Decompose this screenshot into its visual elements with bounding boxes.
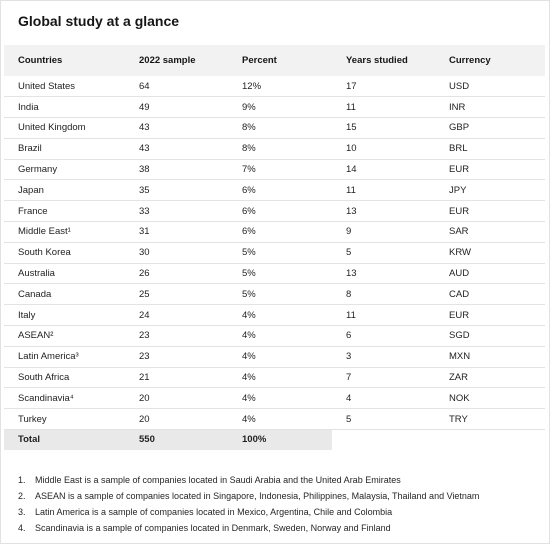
table-row bbox=[4, 201, 545, 222]
footnote-item bbox=[18, 472, 479, 488]
cell-country: Germany bbox=[18, 164, 58, 176]
header-percent: Percent bbox=[242, 55, 277, 66]
cell-country: Turkey bbox=[18, 413, 47, 425]
cell-years-studied: 11 bbox=[346, 309, 356, 321]
cell-currency: GBP bbox=[449, 122, 470, 134]
table-row bbox=[4, 367, 545, 388]
footnote-text: ASEAN is a sample of companies located in Singapore, Indonesia, Philippines, Malaysia, Thailand and Vietnam bbox=[35, 491, 480, 501]
cell-country: France bbox=[18, 205, 48, 217]
cell-sample: 31 bbox=[139, 226, 150, 238]
cell-country: ASEAN² bbox=[18, 330, 54, 342]
cell-sample: 20 bbox=[139, 413, 150, 425]
cell-years-studied: 13 bbox=[346, 205, 357, 217]
cell-sample: 20 bbox=[139, 392, 150, 404]
cell-percent: 9% bbox=[242, 101, 256, 113]
cell-sample: 43 bbox=[139, 143, 150, 155]
cell-sample: 33 bbox=[139, 205, 150, 217]
cell-sample: 23 bbox=[139, 330, 150, 342]
cell-percent: 4% bbox=[242, 372, 256, 384]
table-row bbox=[4, 118, 545, 139]
cell-percent: 6% bbox=[242, 205, 256, 217]
cell-country: Middle East¹ bbox=[18, 226, 71, 238]
footnote-text: Middle East is a sample of companies located in Saudi Arabia and the United Arab Emirates bbox=[35, 475, 401, 485]
cell-country: South Korea bbox=[18, 247, 71, 259]
table-row bbox=[4, 326, 545, 347]
cell-years-studied: 15 bbox=[346, 122, 357, 134]
cell-percent: 4% bbox=[242, 309, 256, 321]
footnote-item bbox=[18, 504, 479, 520]
header-currency: Currency bbox=[449, 55, 491, 66]
cell-sample: 25 bbox=[139, 288, 150, 300]
cell-sample: 23 bbox=[139, 351, 150, 363]
cell-percent: 5% bbox=[242, 268, 256, 280]
cell-country: Japan bbox=[18, 184, 44, 196]
cell-sample: 21 bbox=[139, 372, 150, 384]
total-percent: 100% bbox=[228, 430, 332, 450]
cell-currency: ZAR bbox=[449, 372, 468, 384]
cell-currency: CAD bbox=[449, 288, 470, 300]
cell-country: India bbox=[18, 101, 39, 113]
cell-years-studied: 7 bbox=[346, 372, 352, 384]
cell-currency: NOK bbox=[449, 392, 470, 404]
table-row bbox=[4, 242, 545, 263]
cell-percent: 5% bbox=[242, 288, 256, 300]
cell-percent: 5% bbox=[242, 247, 256, 259]
cell-percent: 8% bbox=[242, 143, 256, 155]
cell-sample: 26 bbox=[139, 268, 150, 280]
footnote-item bbox=[18, 520, 479, 536]
footnote-number: 3. bbox=[18, 507, 26, 517]
cell-currency: SAR bbox=[449, 226, 469, 238]
cell-sample: 38 bbox=[139, 164, 150, 176]
cell-percent: 12% bbox=[242, 80, 262, 92]
table-row bbox=[4, 284, 545, 305]
cell-country: Brazil bbox=[18, 143, 42, 155]
cell-country: United Kingdom bbox=[18, 122, 86, 134]
cell-country: South Africa bbox=[18, 372, 70, 384]
cell-percent: 4% bbox=[242, 330, 256, 342]
table-row bbox=[4, 97, 545, 118]
cell-percent: 7% bbox=[242, 164, 256, 176]
table-header-row bbox=[4, 45, 545, 76]
cell-sample: 49 bbox=[139, 101, 150, 113]
cell-currency: EUR bbox=[449, 309, 470, 321]
table-row bbox=[4, 409, 545, 430]
cell-years-studied: 17 bbox=[346, 80, 357, 92]
table-row bbox=[4, 159, 545, 180]
total-row bbox=[4, 430, 545, 450]
cell-country: Italy bbox=[18, 309, 36, 321]
cell-percent: 4% bbox=[242, 392, 256, 404]
cell-percent: 6% bbox=[242, 226, 256, 238]
cell-years-studied: 11 bbox=[346, 184, 356, 196]
footnote-item bbox=[18, 488, 479, 504]
footnote-number: 1. bbox=[18, 475, 26, 485]
header-years-studied: Years studied bbox=[346, 55, 408, 66]
cell-sample: 24 bbox=[139, 309, 150, 321]
cell-country: Australia bbox=[18, 268, 55, 280]
total-sample: 550 bbox=[125, 430, 228, 450]
cell-sample: 64 bbox=[139, 80, 150, 92]
cell-sample: 35 bbox=[139, 184, 150, 196]
cell-years-studied: 8 bbox=[346, 288, 352, 300]
cell-years-studied: 9 bbox=[346, 226, 352, 238]
cell-years-studied: 3 bbox=[346, 351, 352, 363]
table-row bbox=[4, 76, 545, 97]
cell-sample: 30 bbox=[139, 247, 150, 259]
cell-years-studied: 10 bbox=[346, 143, 357, 155]
cell-percent: 6% bbox=[242, 184, 256, 196]
table-row bbox=[4, 346, 545, 367]
cell-percent: 4% bbox=[242, 351, 256, 363]
cell-percent: 8% bbox=[242, 122, 256, 134]
cell-currency: INR bbox=[449, 101, 466, 113]
study-table bbox=[4, 45, 545, 450]
cell-sample: 43 bbox=[139, 122, 150, 134]
cell-years-studied: 4 bbox=[346, 392, 352, 404]
header-countries: Countries bbox=[18, 55, 63, 66]
cell-currency: KRW bbox=[449, 247, 471, 259]
cell-country: Scandinavia⁴ bbox=[18, 392, 74, 404]
cell-years-studied: 13 bbox=[346, 268, 357, 280]
cell-currency: USD bbox=[449, 80, 470, 92]
cell-currency: EUR bbox=[449, 164, 470, 176]
cell-currency: EUR bbox=[449, 205, 470, 217]
cell-currency: JPY bbox=[449, 184, 467, 196]
table-row bbox=[4, 388, 545, 409]
cell-currency: BRL bbox=[449, 143, 468, 155]
cell-years-studied: 5 bbox=[346, 413, 352, 425]
header-sample: 2022 sample bbox=[139, 55, 196, 66]
total-empty-cell bbox=[435, 430, 545, 450]
table-row bbox=[4, 138, 545, 159]
footnote-text: Scandinavia is a sample of companies located in Denmark, Sweden, Norway and Finland bbox=[35, 523, 391, 533]
cell-percent: 4% bbox=[242, 413, 256, 425]
cell-years-studied: 6 bbox=[346, 330, 352, 342]
cell-years-studied: 11 bbox=[346, 101, 356, 113]
cell-currency: TRY bbox=[449, 413, 468, 425]
footnote-number: 2. bbox=[18, 491, 26, 501]
cell-currency: MXN bbox=[449, 351, 471, 363]
cell-years-studied: 5 bbox=[346, 247, 352, 259]
table-row bbox=[4, 263, 545, 284]
footnote-number: 4. bbox=[18, 523, 26, 533]
table-row bbox=[4, 222, 545, 243]
cell-years-studied: 14 bbox=[346, 164, 357, 176]
table-row bbox=[4, 305, 545, 326]
total-empty-cell bbox=[332, 430, 435, 450]
table-row bbox=[4, 180, 545, 201]
cell-currency: AUD bbox=[449, 268, 470, 280]
cell-country: Latin America³ bbox=[18, 351, 79, 363]
total-label: Total bbox=[4, 430, 125, 450]
footnotes bbox=[18, 472, 479, 536]
cell-currency: SGD bbox=[449, 330, 470, 342]
footnote-text: Latin America is a sample of companies located in Mexico, Argentina, Chile and Colombia bbox=[35, 507, 393, 517]
page-title: Global study at a glance bbox=[18, 13, 180, 29]
cell-country: Canada bbox=[18, 288, 52, 300]
cell-country: United States bbox=[18, 80, 76, 92]
